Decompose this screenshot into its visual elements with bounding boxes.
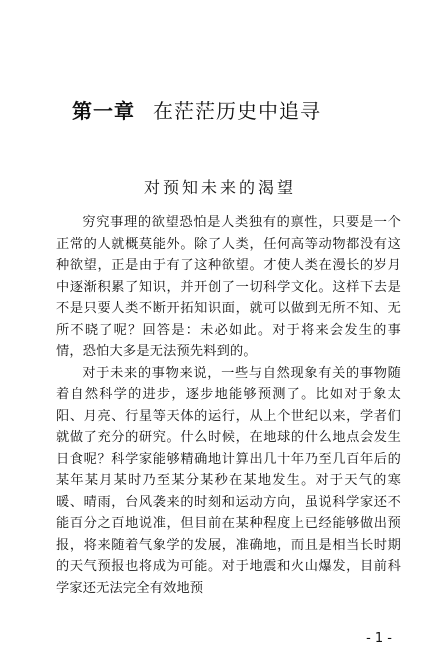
body-text — [56, 212, 401, 599]
chapter-number: 第一章 — [72, 99, 135, 123]
paragraph: 对于未来的事物来说，一些与自然现象有关的事物随着自然科学的进步，逐步地能够预测了。比如对于象太阳、月亮、行星等天体的运行，从上个世纪以来，学者们就做了充分的研究。什么时候，在地球的什么地点会发生日食呢？科学家能够精确地计算出几十年乃至几百年后的某年某月某时乃至某分某秒在某地发生。对于天气的寒暖、晴雨，台风袭来的时刻和运动方向，虽说科学家还不能百分之百地说准，但目前在某种程度上已经能够做出预报，将来随着气象学的发展，准确地，而且是相当长时期的天气预报也将成为可能。对于地震和火山爆发，目前科学家还无法完全有效地预 — [56, 365, 401, 596]
paragraph: 穷究事理的欲望恐怕是人类独有的禀性，只要是一个正常的人就概莫能外。除了人类，任何高等动物都没有这种欲望，正是由于有了这种欲望。才使人类在漫长的岁月中逐渐积累了知识，并开创了一切科学文化。这样下去是不是只要人类不断开拓知识面，就可以做到无所不知、无所不晓了呢？回答是：未必如此。对于将来会发生的事情，恐怕大多是无法预先料到的。 — [56, 215, 401, 359]
page-number: - 1 - — [366, 631, 392, 646]
chapter-heading — [72, 95, 392, 124]
chapter-title: 在茫茫历史中追寻 — [153, 99, 321, 123]
section-title: 对预知未来的渴望 — [143, 178, 296, 197]
